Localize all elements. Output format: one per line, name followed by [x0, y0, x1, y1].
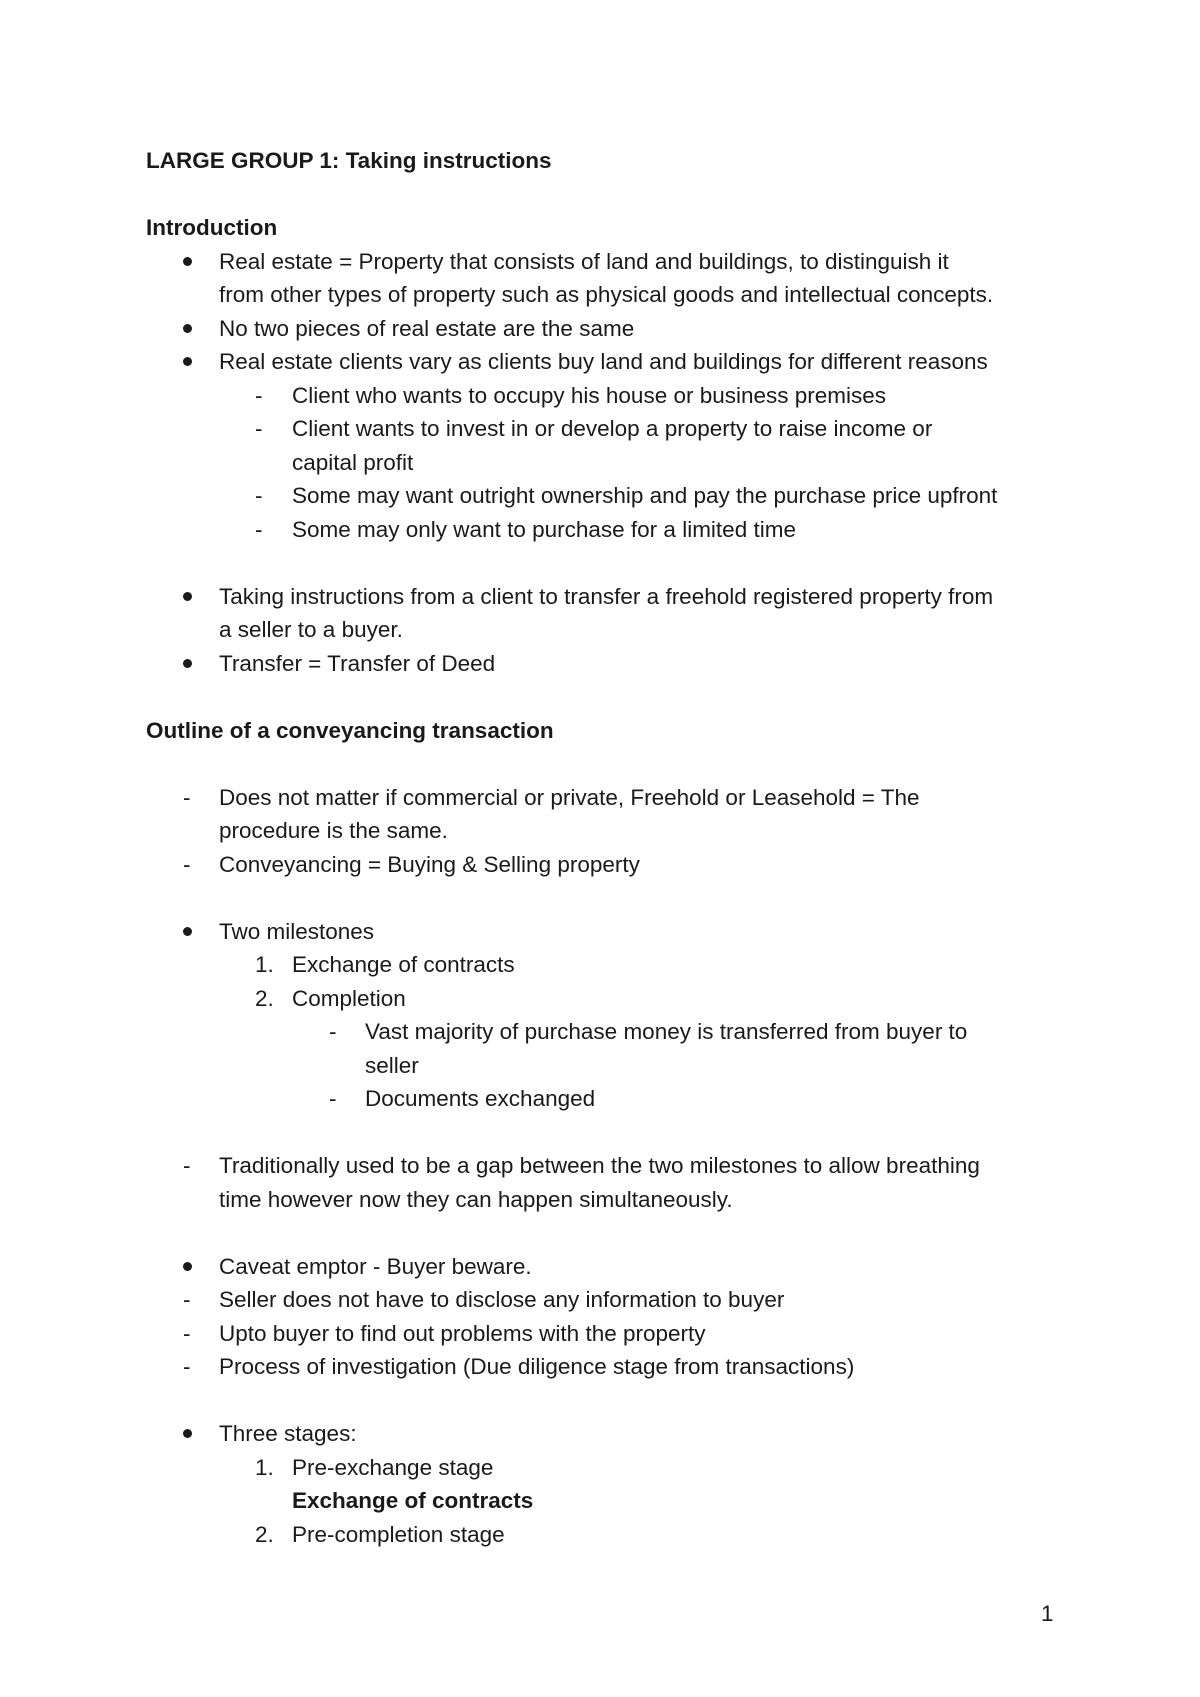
list-item: - Client who wants to occupy his house or business premises: [146, 379, 1066, 413]
dash-marker: -: [255, 483, 263, 508]
list-item: 2. Pre-completion stage: [146, 1518, 1066, 1552]
list-item: Caveat emptor - Buyer beware.: [146, 1250, 1066, 1284]
list-item: No two pieces of real estate are the same: [146, 312, 1066, 346]
list-item: - Conveyancing = Buying & Selling property: [146, 848, 1066, 882]
list-item: - Does not matter if commercial or private, Freehold or Leasehold = The: [146, 781, 1066, 815]
list-item: - Seller does not have to disclose any information to buyer: [146, 1283, 1066, 1317]
list-item: - Vast majority of purchase money is transferred from buyer to: [146, 1015, 1066, 1049]
dash-marker: -: [183, 1287, 191, 1312]
page-number: 1: [1041, 1601, 1054, 1626]
dash-marker: -: [255, 516, 263, 542]
list-item-continuation: a seller to a buyer.: [219, 617, 403, 642]
list-item: Transfer = Transfer of Deed: [146, 647, 1066, 681]
list-item: - Some may only want to purchase for a limited time: [146, 513, 1066, 547]
list-item: - Upto buyer to find out problems with the property: [146, 1317, 1066, 1351]
list-item: - Process of investigation (Due diligence stage from transactions): [146, 1350, 1066, 1384]
bullet-icon: [183, 345, 192, 379]
dash-marker: -: [329, 1019, 337, 1044]
dash-marker: -: [255, 416, 263, 441]
number-marker: 2.: [255, 1521, 274, 1547]
dash-marker: -: [183, 1354, 191, 1379]
bullet-icon: [183, 1417, 192, 1451]
bullet-icon: [183, 647, 192, 681]
list-item-continuation: procedure is the same.: [219, 818, 448, 843]
dash-marker: -: [329, 1086, 337, 1111]
dash-marker: -: [183, 851, 191, 877]
list-item: Three stages:: [146, 1417, 1066, 1451]
dash-marker: -: [183, 784, 191, 810]
list-item: - Client wants to invest in or develop a property to raise income or: [146, 412, 1066, 446]
bullet-icon: [183, 1250, 192, 1284]
bullet-icon: [183, 245, 192, 279]
dash-marker: -: [255, 382, 263, 408]
list-item-continuation: from other types of property such as physical goods and intellectual concepts.: [219, 282, 994, 307]
list-item-continuation: capital profit: [292, 449, 414, 475]
dash-marker: -: [183, 1153, 191, 1178]
list-item: Real estate clients vary as clients buy land and buildings for different reasons: [146, 345, 1066, 379]
list-item: 1. Pre-exchange stage: [146, 1451, 1066, 1485]
document-title: LARGE GROUP 1: Taking instructions: [146, 148, 552, 173]
list-item-continuation: time however now they can happen simultaneously.: [219, 1186, 733, 1212]
introduction-heading: Introduction: [146, 215, 278, 240]
dash-marker: -: [183, 1320, 191, 1346]
list-item: - Traditionally used to be a gap between the two milestones to allow breathing: [146, 1149, 1066, 1183]
list-item: - Documents exchanged: [146, 1082, 1066, 1116]
number-marker: 1.: [255, 1454, 274, 1480]
list-item-continuation: seller: [365, 1052, 419, 1078]
list-item: 2. Completion: [146, 982, 1066, 1016]
number-marker: 1.: [255, 952, 274, 977]
document-page: [146, 144, 1066, 1551]
outline-heading: Outline of a conveyancing transaction: [146, 717, 554, 743]
list-item: 1. Exchange of contracts: [146, 948, 1066, 982]
list-item: Real estate = Property that consists of land and buildings, to distinguish it: [146, 245, 1066, 279]
bullet-icon: [183, 915, 192, 949]
bullet-icon: [183, 312, 192, 346]
list-item: - Some may want outright ownership and pay the purchase price upfront: [146, 479, 1066, 513]
list-item: Taking instructions from a client to transfer a freehold registered property from: [146, 580, 1066, 614]
milestone-label: Exchange of contracts: [292, 1488, 534, 1513]
number-marker: 2.: [255, 985, 274, 1011]
bullet-icon: [183, 580, 192, 614]
list-item: Two milestones: [146, 915, 1066, 949]
